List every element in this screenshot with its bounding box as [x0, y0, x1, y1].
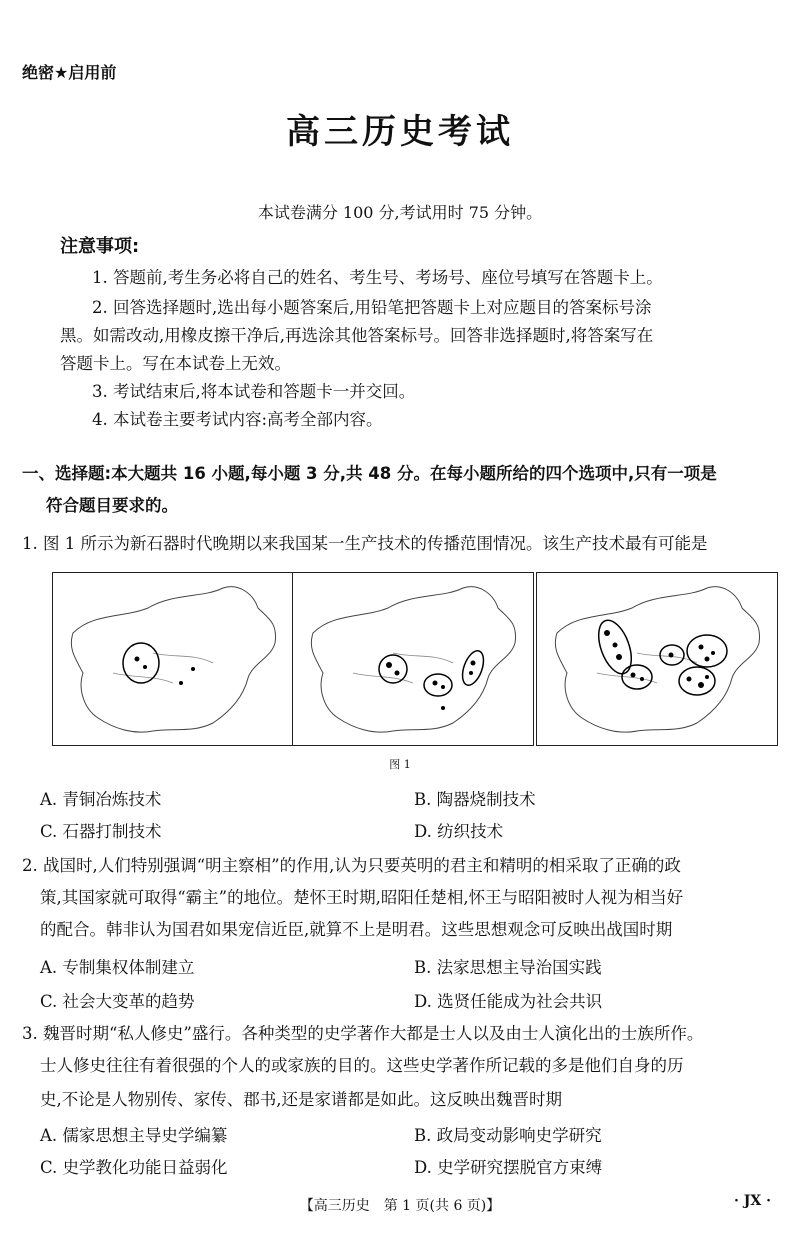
notice-line-3: 3. 考试结束后,将本试卷和答题卡一并交回。: [92, 382, 416, 401]
question-2-stem-3: 的配合。韩非认为国君如果宠信近臣,就算不上是明君。这些思想观念可反映出战国时期: [40, 920, 673, 939]
china-map-3: [537, 573, 777, 745]
q3-option-c[interactable]: C. 史学教化功能日益弱化: [40, 1158, 228, 1177]
section-heading: 一、选择题:本大题共 16 小题,每小题 3 分,共 48 分。在每小题所给的四个选项中,只有一项是: [22, 464, 717, 483]
exam-info: 本试卷满分 100 分,考试用时 75 分钟。: [257, 203, 543, 222]
figure-caption: 图 1: [389, 758, 411, 771]
q2-option-b[interactable]: B. 法家思想主导治国实践: [414, 958, 602, 977]
notice-line-2c: 答题卡上。写在本试卷上无效。: [60, 354, 291, 373]
q3-option-d[interactable]: D. 史学研究摆脱官方束缚: [414, 1158, 603, 1177]
map-figure-3: [536, 572, 778, 746]
page-title: 高三历史考试: [286, 112, 514, 152]
question-3-stem-2: 士人修史往往有着很强的个人的或家族的目的。这些史学著作所记载的多是他们自身的历: [40, 1056, 684, 1075]
china-map-1: [53, 573, 293, 745]
notice-line-2b: 黑。如需改动,用橡皮擦干净后,再选涂其他答案标号。回答非选择题时,将答案写在: [60, 326, 654, 345]
question-3-stem-3: 史,不论是人物别传、家传、郡书,还是家谱都是如此。这反映出魏晋时期: [40, 1090, 562, 1109]
notice-line-2a: 2. 回答选择题时,选出每小题答案后,用铅笔把答题卡上对应题目的答案标号涂: [92, 298, 652, 317]
confidential-label: 绝密★启用前: [22, 63, 117, 82]
q3-option-a[interactable]: A. 儒家思想主导史学编纂: [40, 1126, 228, 1145]
map-figure-2: [292, 572, 534, 746]
q2-option-a[interactable]: A. 专制集权体制建立: [40, 958, 195, 977]
question-2-stem-2: 策,其国家就可取得“霸主”的地位。楚怀王时期,昭阳任楚相,怀王与昭阳被时人视为相当好: [40, 888, 684, 907]
section-heading-cont: 符合题目要求的。: [46, 496, 178, 515]
notice-line-4: 4. 本试卷主要考试内容:高考全部内容。: [92, 410, 383, 429]
footer-code: · JX ·: [734, 1193, 771, 1209]
q1-option-c[interactable]: C. 石器打制技术: [40, 822, 162, 841]
notice-line-1: 1. 答题前,考生务必将自己的姓名、考生号、考场号、座位号填写在答题卡上。: [92, 268, 663, 287]
question-1-stem: 1. 图 1 所示为新石器时代晚期以来我国某一生产技术的传播范围情况。该生产技术最有可能是: [22, 534, 708, 553]
q2-option-c[interactable]: C. 社会大变革的趋势: [40, 992, 195, 1011]
q1-option-d[interactable]: D. 纺织技术: [414, 822, 504, 841]
china-map-2: [293, 573, 533, 745]
page-footer: 【高三历史 第 1 页(共 6 页)】: [299, 1198, 501, 1214]
map-figure-1: [52, 572, 294, 746]
q1-option-b[interactable]: B. 陶器烧制技术: [414, 790, 536, 809]
notice-heading: 注意事项:: [60, 236, 140, 257]
question-2-stem-1: 2. 战国时,人们特别强调“明主察相”的作用,认为只要英明的君主和精明的相采取了正确的政: [22, 856, 681, 875]
q3-option-b[interactable]: B. 政局变动影响史学研究: [414, 1126, 602, 1145]
q1-option-a[interactable]: A. 青铜冶炼技术: [40, 790, 162, 809]
q2-option-d[interactable]: D. 选贤任能成为社会共识: [414, 992, 603, 1011]
question-3-stem-1: 3. 魏晋时期“私人修史”盛行。各种类型的史学著作大都是士人以及由士人演化出的士族所作。: [22, 1024, 704, 1043]
